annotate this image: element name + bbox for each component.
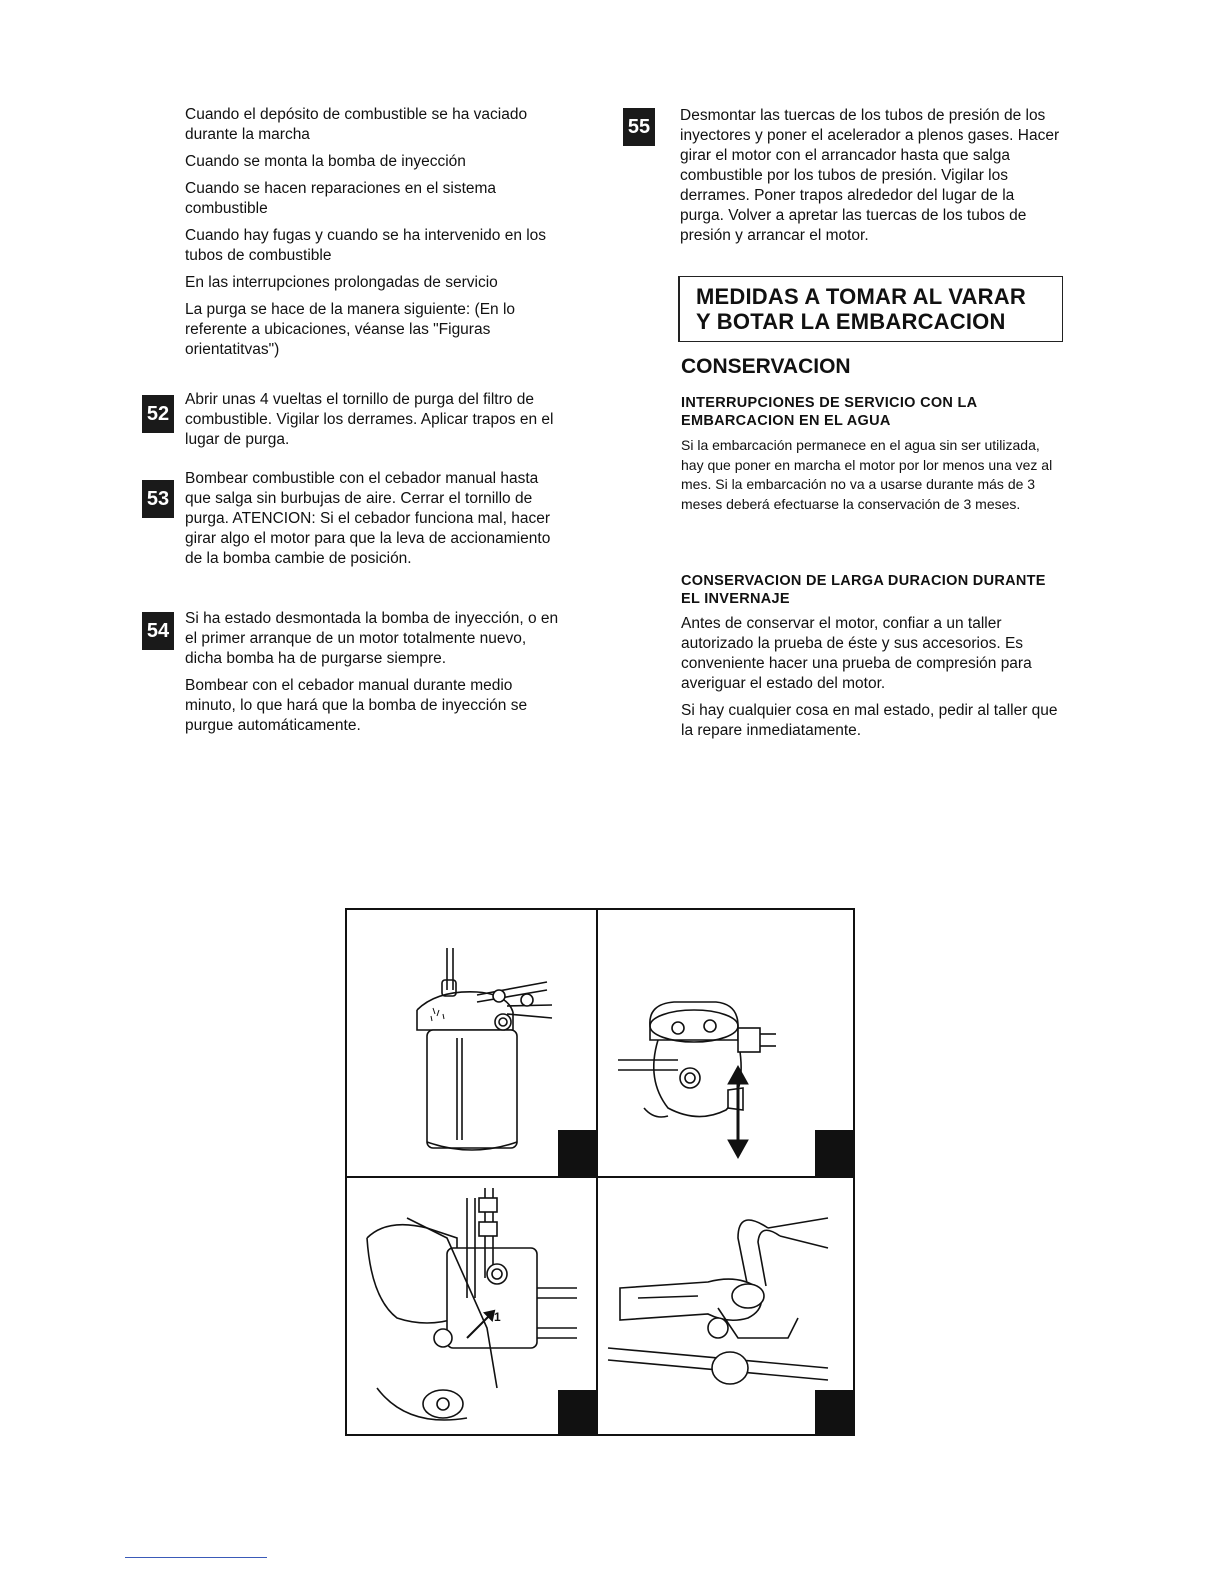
step-number-badge: 53 — [142, 480, 174, 518]
step-paragraph: Abrir unas 4 vueltas el tornillo de purga del filtro de combustible. Vigilar los derrames. Aplicar trapos en el lugar de purga. — [185, 391, 554, 448]
illustration-grid — [345, 908, 855, 1436]
step-paragraph: Bombear combustible con el cebador manual hasta que salga sin burbujas de aire. Cerrar el tornillo de purga. ATENCION: Si el cebador funciona mal, hacer girar algo el motor para que la leva de accionamiento de la bomba cambie de posición. — [185, 470, 551, 567]
injector-nut-illustration — [598, 1178, 853, 1434]
left-column — [185, 105, 565, 360]
step-number-badge: 52 — [142, 395, 174, 433]
step-54-text — [185, 609, 565, 736]
step-paragraph: Desmontar las tuercas de los tubos de presión de los inyectores y poner el acelerador a plenos gases. Hacer girar el motor con el arrancador hasta que salga combustible por los tubos de presión. Vigilar los derrames. Poner trapos alrededor del lugar de la purga. Volver a apretar las tuercas de los tubos de presión y arrancar el motor. — [680, 107, 1060, 244]
step-number-badge: 54 — [142, 612, 174, 650]
hand-primer-illustration — [598, 910, 853, 1176]
step-52-text — [185, 390, 565, 450]
subsection-text: Si la embarcación permanece en el agua sin ser utilizada, hay que poner en marcha el motor por lor menos una vez al mes. Si la embarcación no va a usarse durante más de 3 meses deberá efectuarse la conservación de 3 meses. — [681, 437, 1053, 512]
subsection-text: Si hay cualquier cosa en mal estado, pedir al taller que la repare inmediatamente. — [681, 702, 1058, 739]
intro-item: En las interrupciones prolongadas de servicio — [185, 274, 498, 291]
section-title-box — [678, 276, 1063, 342]
subsection-winter — [681, 572, 1061, 741]
section-title-line2: Y BOTAR LA EMBARCACION — [696, 309, 1006, 334]
intro-item: Cuando hay fugas y cuando se ha intervenido en los tubos de combustible — [185, 227, 547, 264]
fuel-filter-illustration — [347, 910, 596, 1176]
subsection-text: Antes de conservar el motor, confiar a un taller autorizado la prueba de éste y sus accesorios. Es conveniente hacer una prueba de compresión para averiguar el estado del motor. — [681, 615, 1032, 692]
subsection-title: CONSERVACION DE LARGA DURACION DURANTE EL INVERNAJE — [681, 573, 1046, 607]
intro-item: Cuando se hacen reparaciones en el sistema combustible — [185, 180, 497, 217]
figure-tag-53 — [815, 1130, 853, 1176]
conservacion-heading: CONSERVACION — [681, 355, 851, 378]
intro-item: La purga se hace de la manera siguiente: (En lo referente a ubicaciones, véanse las "Figuras orientatitvas") — [185, 301, 516, 358]
subsection-in-water — [681, 394, 1061, 514]
step-number-badge: 55 — [623, 108, 655, 146]
footnote-rule — [125, 1557, 267, 1558]
callout-label: 1 — [494, 1310, 501, 1324]
step-paragraph: Bombear con el cebador manual durante medio minuto, lo que hará que la bomba de inyección se purgue automáticamente. — [185, 677, 528, 734]
intro-item: Cuando el depósito de combustible se ha vaciado durante la marcha — [185, 106, 528, 143]
figure-tag-55 — [815, 1390, 853, 1434]
step-paragraph: Si ha estado desmontada la bomba de inyección, o en el primer arranque de un motor totalmente nuevo, dicha bomba ha de purgarse siempre. — [185, 610, 559, 667]
section-title-line1: MEDIDAS A TOMAR AL VARAR — [696, 284, 1026, 309]
step-55-text — [680, 106, 1062, 246]
intro-item: Cuando se monta la bomba de inyección — [185, 153, 466, 170]
injection-pump-illustration — [347, 1178, 596, 1434]
figure-tag-54 — [558, 1390, 596, 1434]
figure-tag-52 — [558, 1130, 596, 1176]
step-53-text — [185, 469, 565, 569]
subsection-title: INTERRUPCIONES DE SERVICIO CON LA EMBARCACION EN EL AGUA — [681, 395, 977, 429]
